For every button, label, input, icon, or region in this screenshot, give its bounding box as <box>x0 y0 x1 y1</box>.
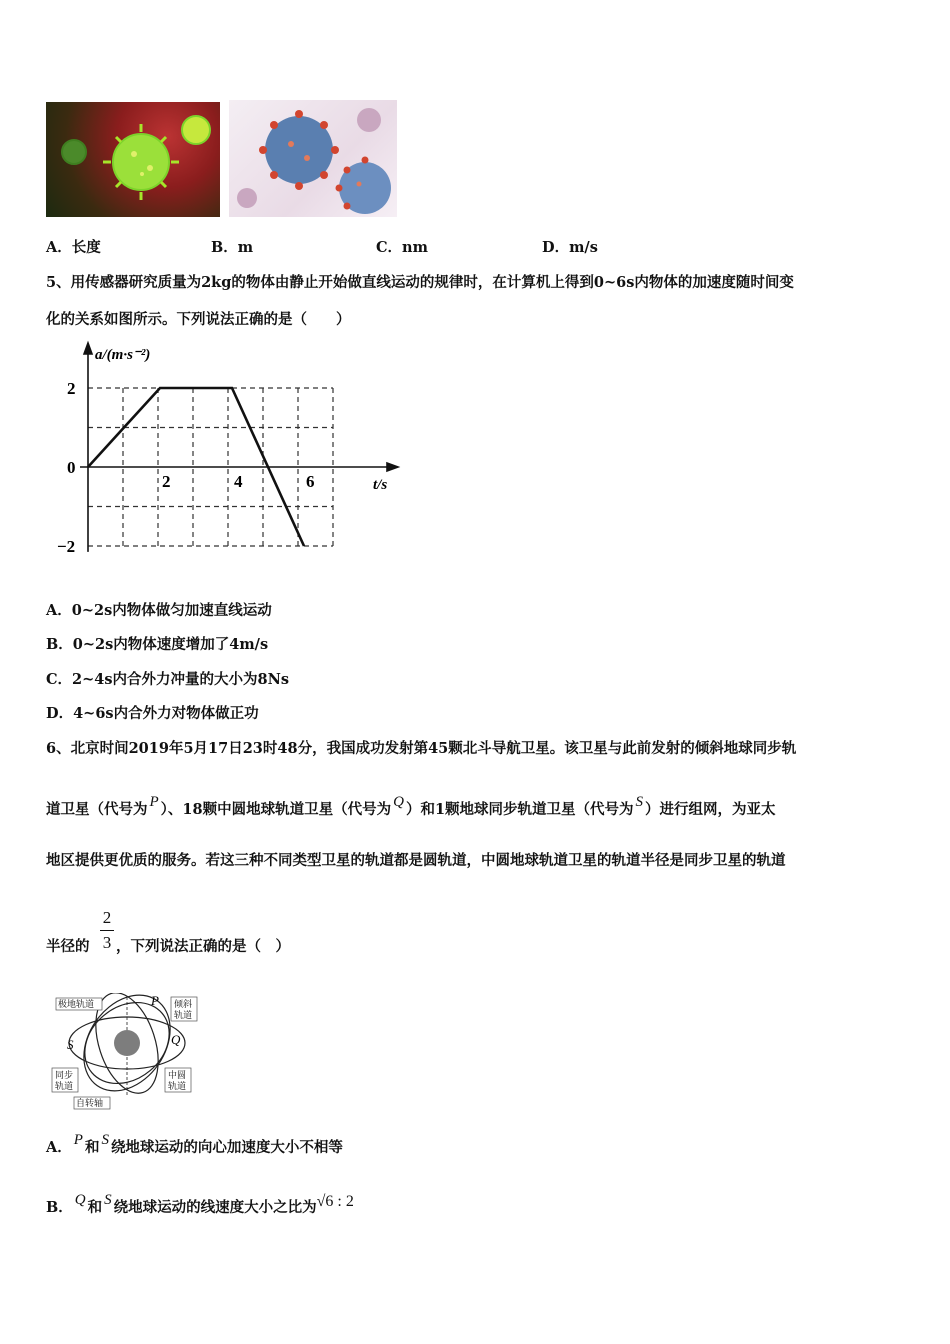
q4-option-c[interactable]: C．nm <box>376 239 428 256</box>
label-q: Q <box>171 1032 181 1047</box>
label-medium-orbit: 中圆轨道 <box>168 1071 187 1092</box>
q5-option-d[interactable]: D．4~6s内合外力对物体做正功 <box>46 705 259 722</box>
x-tick-label: 4 <box>234 472 243 491</box>
y-tick-label: −2 <box>57 537 76 555</box>
q5-option-c[interactable]: C．2~4s内合外力冲量的大小为8Ns <box>46 671 290 688</box>
orbit-diagram <box>50 993 200 1111</box>
y-tick-label: 0 <box>67 458 76 477</box>
virus-photo-left <box>46 102 220 217</box>
q6-stem-line4a: 半径的 <box>46 938 90 955</box>
label-p: P <box>151 993 159 1008</box>
y-axis-arrow <box>84 343 92 354</box>
q5-option-b[interactable]: B．0~2s内物体速度增加了4m/s <box>46 636 269 653</box>
symbol-s: S <box>635 794 644 810</box>
q6-stem-line2: 道卫星（代号为 P ）、18颗中圆地球轨道卫星（代号为 Q ）和1颗地球同步轨道卫星（代号为 S ）进行组网，为亚太 <box>46 794 776 818</box>
label-sync-orbit: 同步轨道 <box>55 1071 74 1092</box>
q5-stem-line1: 5、用传感器研究质量为2kg的物体由静止开始做直线运动的规律时，在计算机上得到0~6s内物体的加速度随时间变 <box>46 274 794 291</box>
label-inclined-orbit: 倾斜轨道 <box>174 1000 193 1021</box>
acceleration-time-chart <box>55 340 405 555</box>
y-axis-label: a/(m·s⁻²) <box>95 347 151 363</box>
q4-option-d[interactable]: D．m/s <box>542 239 598 256</box>
q5-stem-line2: 化的关系如图所示。下列说法正确的是（ ） <box>46 311 351 328</box>
x-axis-arrow <box>387 463 398 471</box>
label-rotation-axis: 自转轴 <box>76 1099 104 1109</box>
x-tick-label: 2 <box>162 472 171 491</box>
symbol-p: P <box>149 794 159 810</box>
chart-axes <box>80 343 398 552</box>
q4-option-a[interactable]: A．长度 <box>46 239 101 256</box>
q6-stem-line4b: ，下列说法正确的是（ ） <box>116 938 290 955</box>
q6-stem-line3: 地区提供更优质的服务。若这三种不同类型卫星的轨道都是圆轨道，中圆地球轨道卫星的轨道半径是同步卫星的轨道 <box>46 852 786 869</box>
x-axis-label: t/s <box>373 477 388 493</box>
q6-stem-line1: 6、北京时间2019年5月17日23时48分，我国成功发射第45颗北斗导航卫星。该卫星与此前发射的倾斜地球同步轨 <box>46 740 797 757</box>
q6-option-b[interactable]: B． Q 和 S 绕地球运动的线速度大小之比为√6 : 2 <box>46 1192 354 1216</box>
virus-photo-right <box>229 100 397 217</box>
x-tick-label: 6 <box>306 472 315 491</box>
label-s: S <box>67 1037 74 1052</box>
earth <box>114 1030 140 1056</box>
q4-option-b[interactable]: B．m <box>211 239 254 256</box>
label-polar-orbit: 极地轨道 <box>58 1000 95 1010</box>
fraction-two-thirds: 2 3 <box>100 908 114 953</box>
y-tick-label: 2 <box>67 379 76 398</box>
ratio-sqrt6-2: √6 : 2 <box>316 1193 354 1210</box>
symbol-q: Q <box>393 794 404 810</box>
q5-option-a[interactable]: A．0~2s内物体做匀加速直线运动 <box>46 602 272 619</box>
q6-option-a[interactable]: A． P 和 S 绕地球运动的向心加速度大小不相等 <box>46 1132 343 1156</box>
